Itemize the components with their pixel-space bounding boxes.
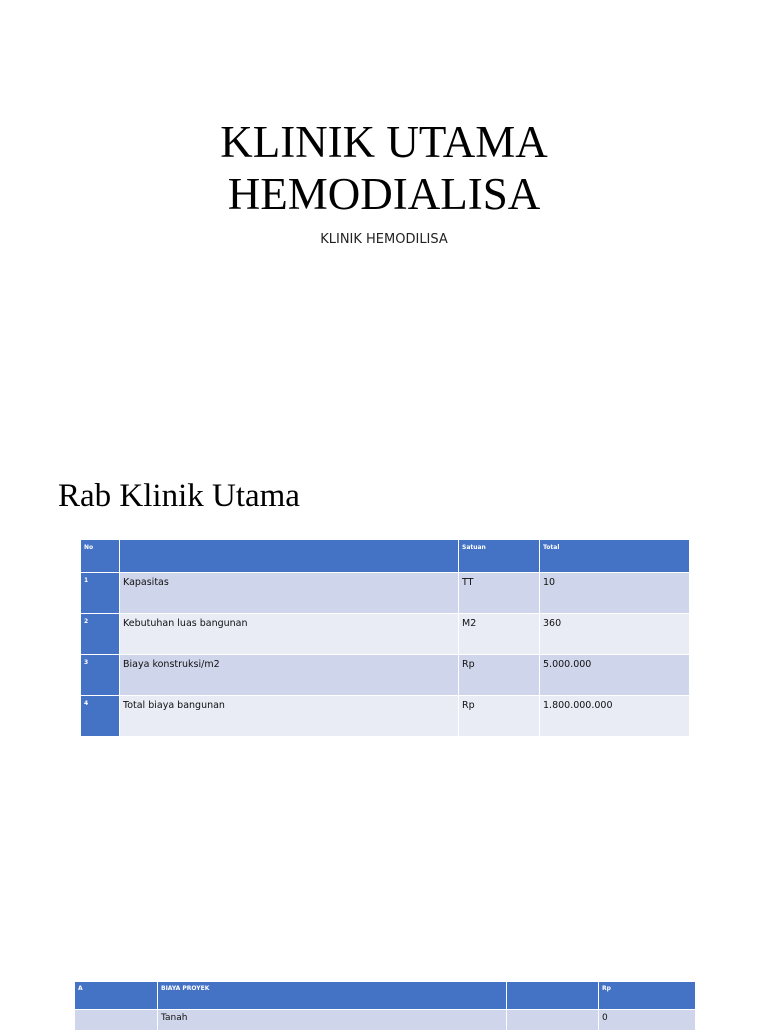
row-no: 3 bbox=[81, 655, 120, 696]
header-blank bbox=[507, 982, 599, 1010]
title-line-1: KLINIK UTAMA bbox=[220, 117, 548, 167]
biaya-header-row bbox=[75, 982, 696, 1010]
table-row bbox=[81, 696, 690, 737]
header-total: Total bbox=[540, 540, 690, 573]
table-row bbox=[81, 573, 690, 614]
row-a bbox=[75, 1010, 158, 1031]
row-total: 10 bbox=[540, 573, 690, 614]
header-rp: Rp bbox=[599, 982, 696, 1010]
row-rp: 0 bbox=[599, 1010, 696, 1031]
row-total: 360 bbox=[540, 614, 690, 655]
slide-subtitle: KLINIK HEMODILISA bbox=[320, 232, 448, 247]
row-item: Tanah bbox=[158, 1010, 507, 1031]
row-no: 4 bbox=[81, 696, 120, 737]
row-total: 1.800.000.000 bbox=[540, 696, 690, 737]
row-no: 2 bbox=[81, 614, 120, 655]
rab-section-title: Rab Klinik Utama bbox=[58, 478, 300, 514]
row-satuan: M2 bbox=[459, 614, 540, 655]
row-total: 5.000.000 bbox=[540, 655, 690, 696]
table-row bbox=[81, 614, 690, 655]
title-line-2: HEMODIALISA bbox=[227, 169, 541, 219]
header-biaya-proyek: BIAYA PROYEK bbox=[158, 982, 507, 1010]
header-satuan: Satuan bbox=[459, 540, 540, 573]
header-item bbox=[120, 540, 459, 573]
rab-table bbox=[80, 539, 690, 737]
row-item: Biaya konstruksi/m2 bbox=[120, 655, 459, 696]
slide-title bbox=[0, 116, 768, 220]
table-row bbox=[75, 1010, 696, 1031]
header-a: A bbox=[75, 982, 158, 1010]
table-row bbox=[81, 655, 690, 696]
row-satuan: Rp bbox=[459, 655, 540, 696]
row-satuan: Rp bbox=[459, 696, 540, 737]
rab-header-row bbox=[81, 540, 690, 573]
row-satuan: TT bbox=[459, 573, 540, 614]
row-item: Total biaya bangunan bbox=[120, 696, 459, 737]
row-item: Kapasitas bbox=[120, 573, 459, 614]
header-no: No bbox=[81, 540, 120, 573]
row-unit bbox=[507, 1010, 599, 1031]
row-item: Kebutuhan luas bangunan bbox=[120, 614, 459, 655]
row-no: 1 bbox=[81, 573, 120, 614]
